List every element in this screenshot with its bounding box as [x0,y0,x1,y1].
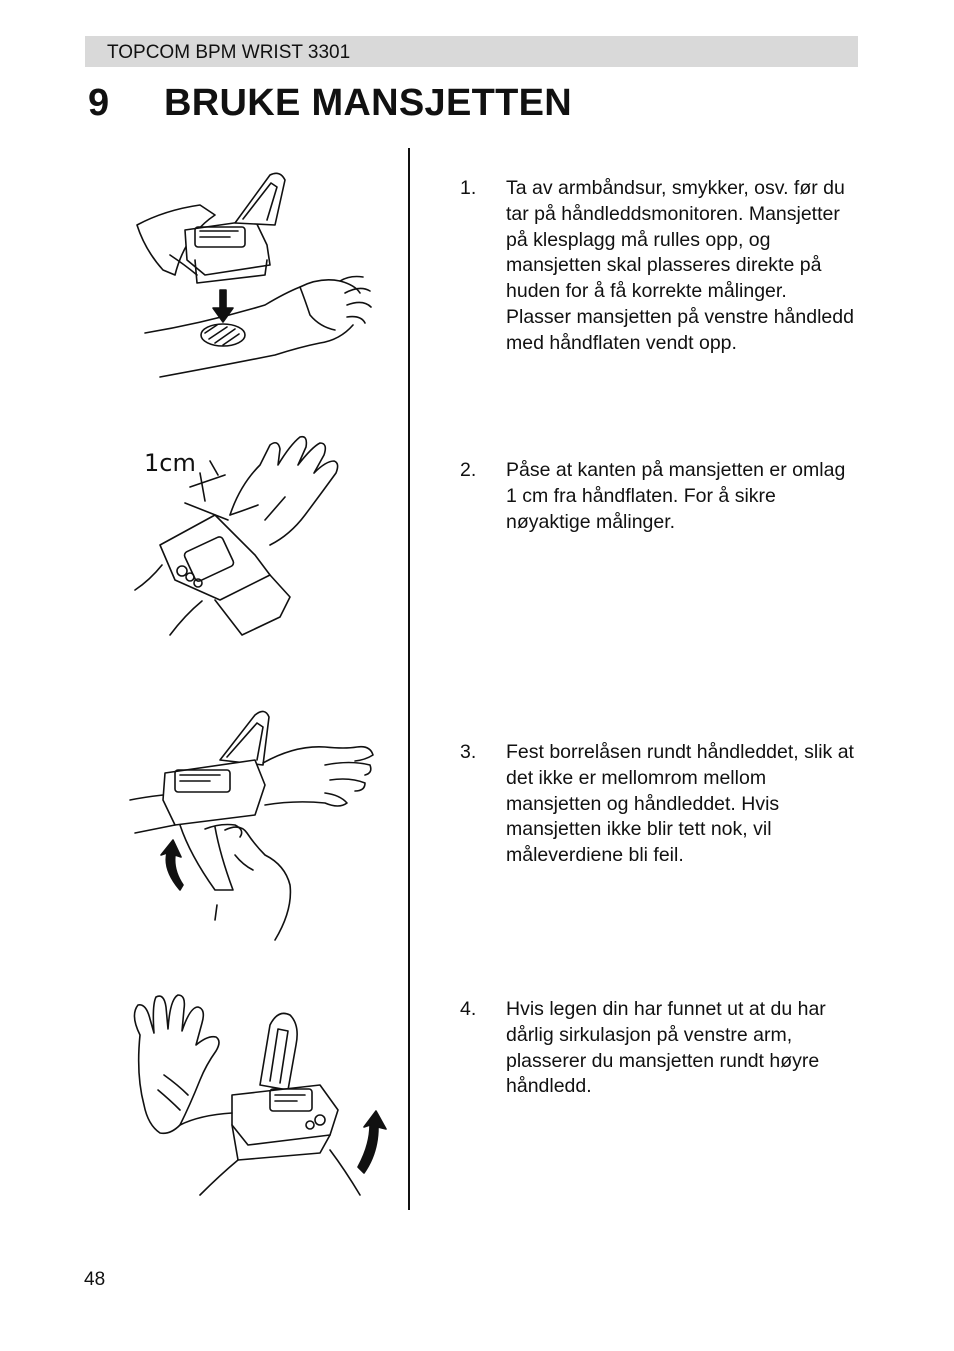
product-name: TOPCOM BPM WRIST 3301 [107,42,351,63]
chapter-title: BRUKE MANSJETTEN [164,82,573,124]
step-number: 1. [460,177,477,199]
step-number: 2. [460,459,477,481]
chapter-number: 9 [88,82,110,124]
step-number: 3. [460,741,477,763]
step-number: 4. [460,998,477,1020]
step-text: Påse at kanten på mansjetten er omlag 1 cm fra håndflaten. For å sikre nøyaktige målinger. [506,459,846,533]
step-text: Hvis legen din har funnet ut at du har dårlig sirkulasjon på venstre arm, plasserer du mansjetten rundt høyre håndledd. [506,998,826,1098]
illustration-cuff-distance [130,425,370,645]
step-text: Ta av armbåndsur, smykker, osv. før du tar på håndleddsmonitoren. Mansjetter på klesplagg må rulles opp, og mansjetten skal plasseres direkte på huden for å få korrekte målinger. Plasser mansjetten på venstre håndledd med håndflaten vendt opp. [506,177,854,354]
step-text: Fest borrelåsen rundt håndleddet, slik at det ikke er mellomrom mellom mansjetten og håndleddet. Hvis mansjetten ikke blir tett nok, vil måleverdiene bli feil. [506,741,854,867]
illustration-fasten-velcro [125,705,385,945]
illustration-remove-watch [125,165,385,385]
column-divider [408,148,410,1210]
header-bar [85,36,858,67]
page-number: 48 [84,1269,106,1290]
illustration-right-wrist [120,985,395,1205]
distance-label: 1cm [144,449,196,477]
